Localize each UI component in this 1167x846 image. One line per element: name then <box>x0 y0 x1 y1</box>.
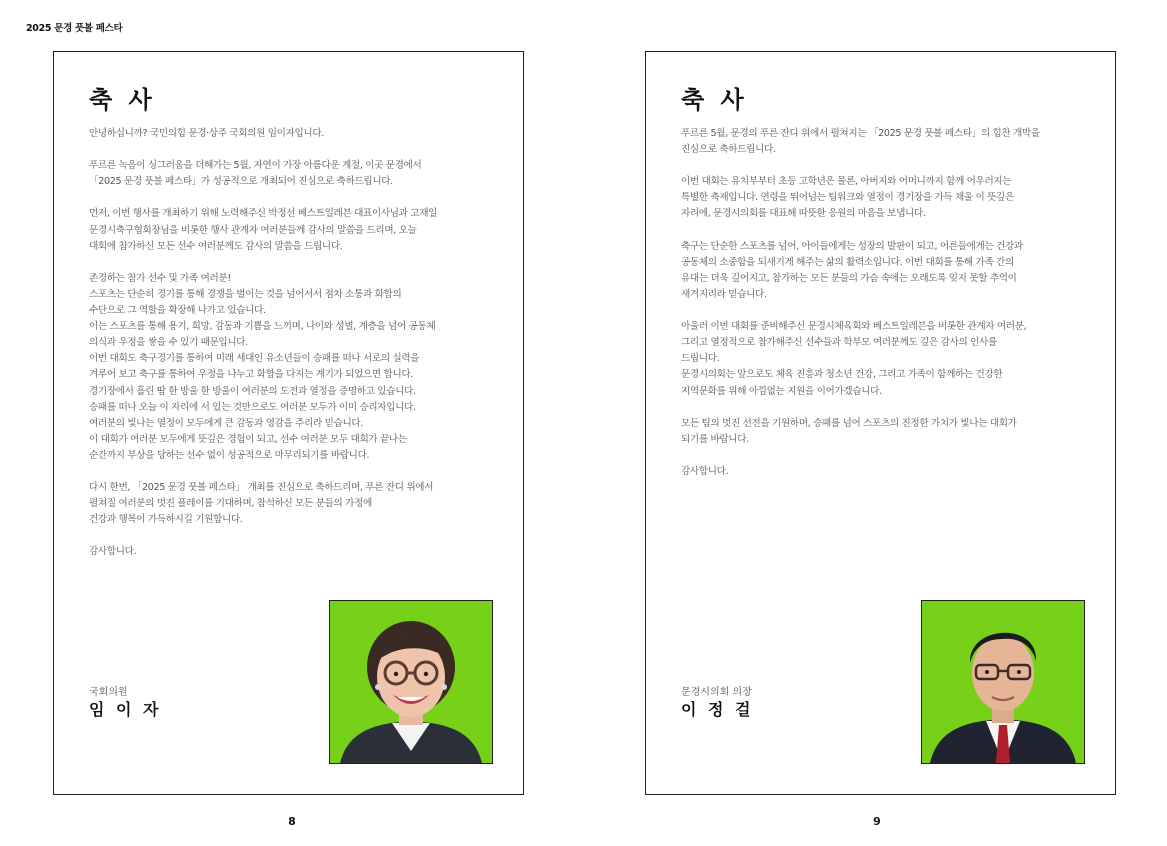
page-heading: 축 사 <box>681 86 748 114</box>
signature-name: 이 정 걸 <box>681 700 754 719</box>
portrait-man-illustration <box>922 601 1084 763</box>
body-paragraph: 푸르른 녹음이 싱그러움을 더해가는 5월, 자연이 가장 아름다운 계절, 이곳 문경에서 「2025 문경 풋볼 페스타」가 성공적으로 개최되어 진심으로 축하드립니다. <box>89 160 422 188</box>
signature-role: 문경시의회 의장 <box>681 687 752 698</box>
body-paragraph: 축구는 단순한 스포츠를 넘어, 아이들에게는 성장의 발판이 되고, 어른들에게는 건강과 공동체의 소중함을 되새기게 해주는 삶의 활력소입니다. 이번 대회를 통해 가족 간의 유대는 더욱 깊어지고, 참가하는 모든 분들의 가슴 속에는 오래도록 잊지 못할 추억이 새겨지리라 믿습니다. <box>681 240 1023 300</box>
body-paragraph: 이번 대회는 유치부부터 초등 고학년은 물론, 아버지와 어머니까지 함께 어우러지는 특별한 축제입니다. 연령을 뛰어넘는 팀워크와 열정이 경기장을 가득 채울 이 뜻깊은 자리에, 문경시의회를 대표해 따뜻한 응원의 마음을 보냅니다. <box>681 176 1014 220</box>
signature-name: 임 이 자 <box>89 700 162 719</box>
congratulation-page-left <box>53 51 524 795</box>
congratulation-body <box>89 126 484 577</box>
congratulation-body <box>681 126 1076 496</box>
body-paragraph: 다시 한번, 「2025 문경 풋볼 페스타」 개최를 진심으로 축하드리며, 푸른 잔디 위에서 펼쳐질 여러분의 멋진 플레이를 기대하며, 참석하신 모든 분들의 가정에 건강과 행복이 가득하시길 기원합니다. <box>89 482 434 526</box>
body-paragraph: 아울러 이번 대회를 준비해주신 문경시체육회와 베스트일레븐을 비롯한 관계자 여러분, 그리고 열정적으로 참가해주신 선수들과 학부모 여러분께도 깊은 감사의 인사를 드립니다. 문경시의회는 앞으로도 체육 진흥과 청소년 건강, 그리고 가족이 함께하는 건강한 지역문화를 위해 아낌없는 지원을 이어가겠습니다. <box>681 321 1027 397</box>
page-number: 9 <box>873 815 881 828</box>
body-paragraph: 모든 팀의 멋진 선전을 기원하며, 승패를 넘어 스포츠의 진정한 가치가 빛나는 대회가 되기를 바랍니다. <box>681 417 1017 445</box>
congratulation-page-right <box>645 51 1116 795</box>
page-number: 8 <box>288 815 296 828</box>
body-paragraph: 감사합니다. <box>89 546 137 558</box>
portrait-woman-illustration <box>330 601 492 763</box>
page-heading: 축 사 <box>89 86 156 114</box>
body-paragraph: 감사합니다. <box>681 465 729 477</box>
portrait-photo <box>329 600 493 764</box>
body-paragraph: 존경하는 참가 선수 및 가족 여러분! 스포츠는 단순히 경기를 통해 경쟁을 벌이는 것을 넘어서서 점차 소통과 화합의 수단으로 그 역할을 확장해 나가고 있습니다. 이는 스포츠를 통해 용기, 희망, 감동과 기쁨을 느끼며, 나이와 성별, 계층을 넘어 공동체 의식과 우정을 쌓을 수 있기 때문입니다. 이번 대회도 축구경기를 통하여 미래 세대인 유소년들이 승패를 떠나 서로의 실력을 겨루어 보고 축구를 통하여 우정을 나누고 화합을 다지는 계기가 되었으면 합니다. 경기장에서 흘린 땀 한 방울 한 방울이 여러분의 도전과 열정을 증명하고 있습니다. 승패를 떠나 오늘 이 자리에 서 있는 것만으로도 여러분 모두가 이미 승리자입니다. 여러분의 빛나는 열정이 모두에게 큰 감동과 영감을 주리라 믿습니다. 이 대회가 여러분 모두에게 뜻깊은 경험이 되고, 선수 여러분 모두 대회가 끝나는 순간까지 부상을 당하는 선수 없이 성공적으로 마무리되기를 바랍니다. <box>89 272 436 461</box>
magazine-header-title: 2025 문경 풋볼 페스타 <box>26 23 123 34</box>
body-paragraph: 먼저, 이번 행사를 개최하기 위해 노력해주신 박정선 베스트일레븐 대표이사님과 고재일 문경시축구협회장님을 비롯한 행사 관계자 여러분들께 감사의 말씀을 드리며, 오늘 대회에 참가하신 모든 선수 여러분께도 감사의 말씀을 드립니다. <box>89 208 438 252</box>
body-paragraph: 푸르른 5월, 문경의 푸른 잔디 위에서 펼쳐지는 「2025 문경 풋볼 페스타」의 힘찬 개막을 진심으로 축하드립니다. <box>681 128 1040 156</box>
portrait-photo <box>921 600 1085 764</box>
signature-role: 국회의원 <box>89 687 128 698</box>
body-paragraph: 안녕하십니까? 국민의힘 문경·상주 국회의원 임이자입니다. <box>89 128 324 139</box>
